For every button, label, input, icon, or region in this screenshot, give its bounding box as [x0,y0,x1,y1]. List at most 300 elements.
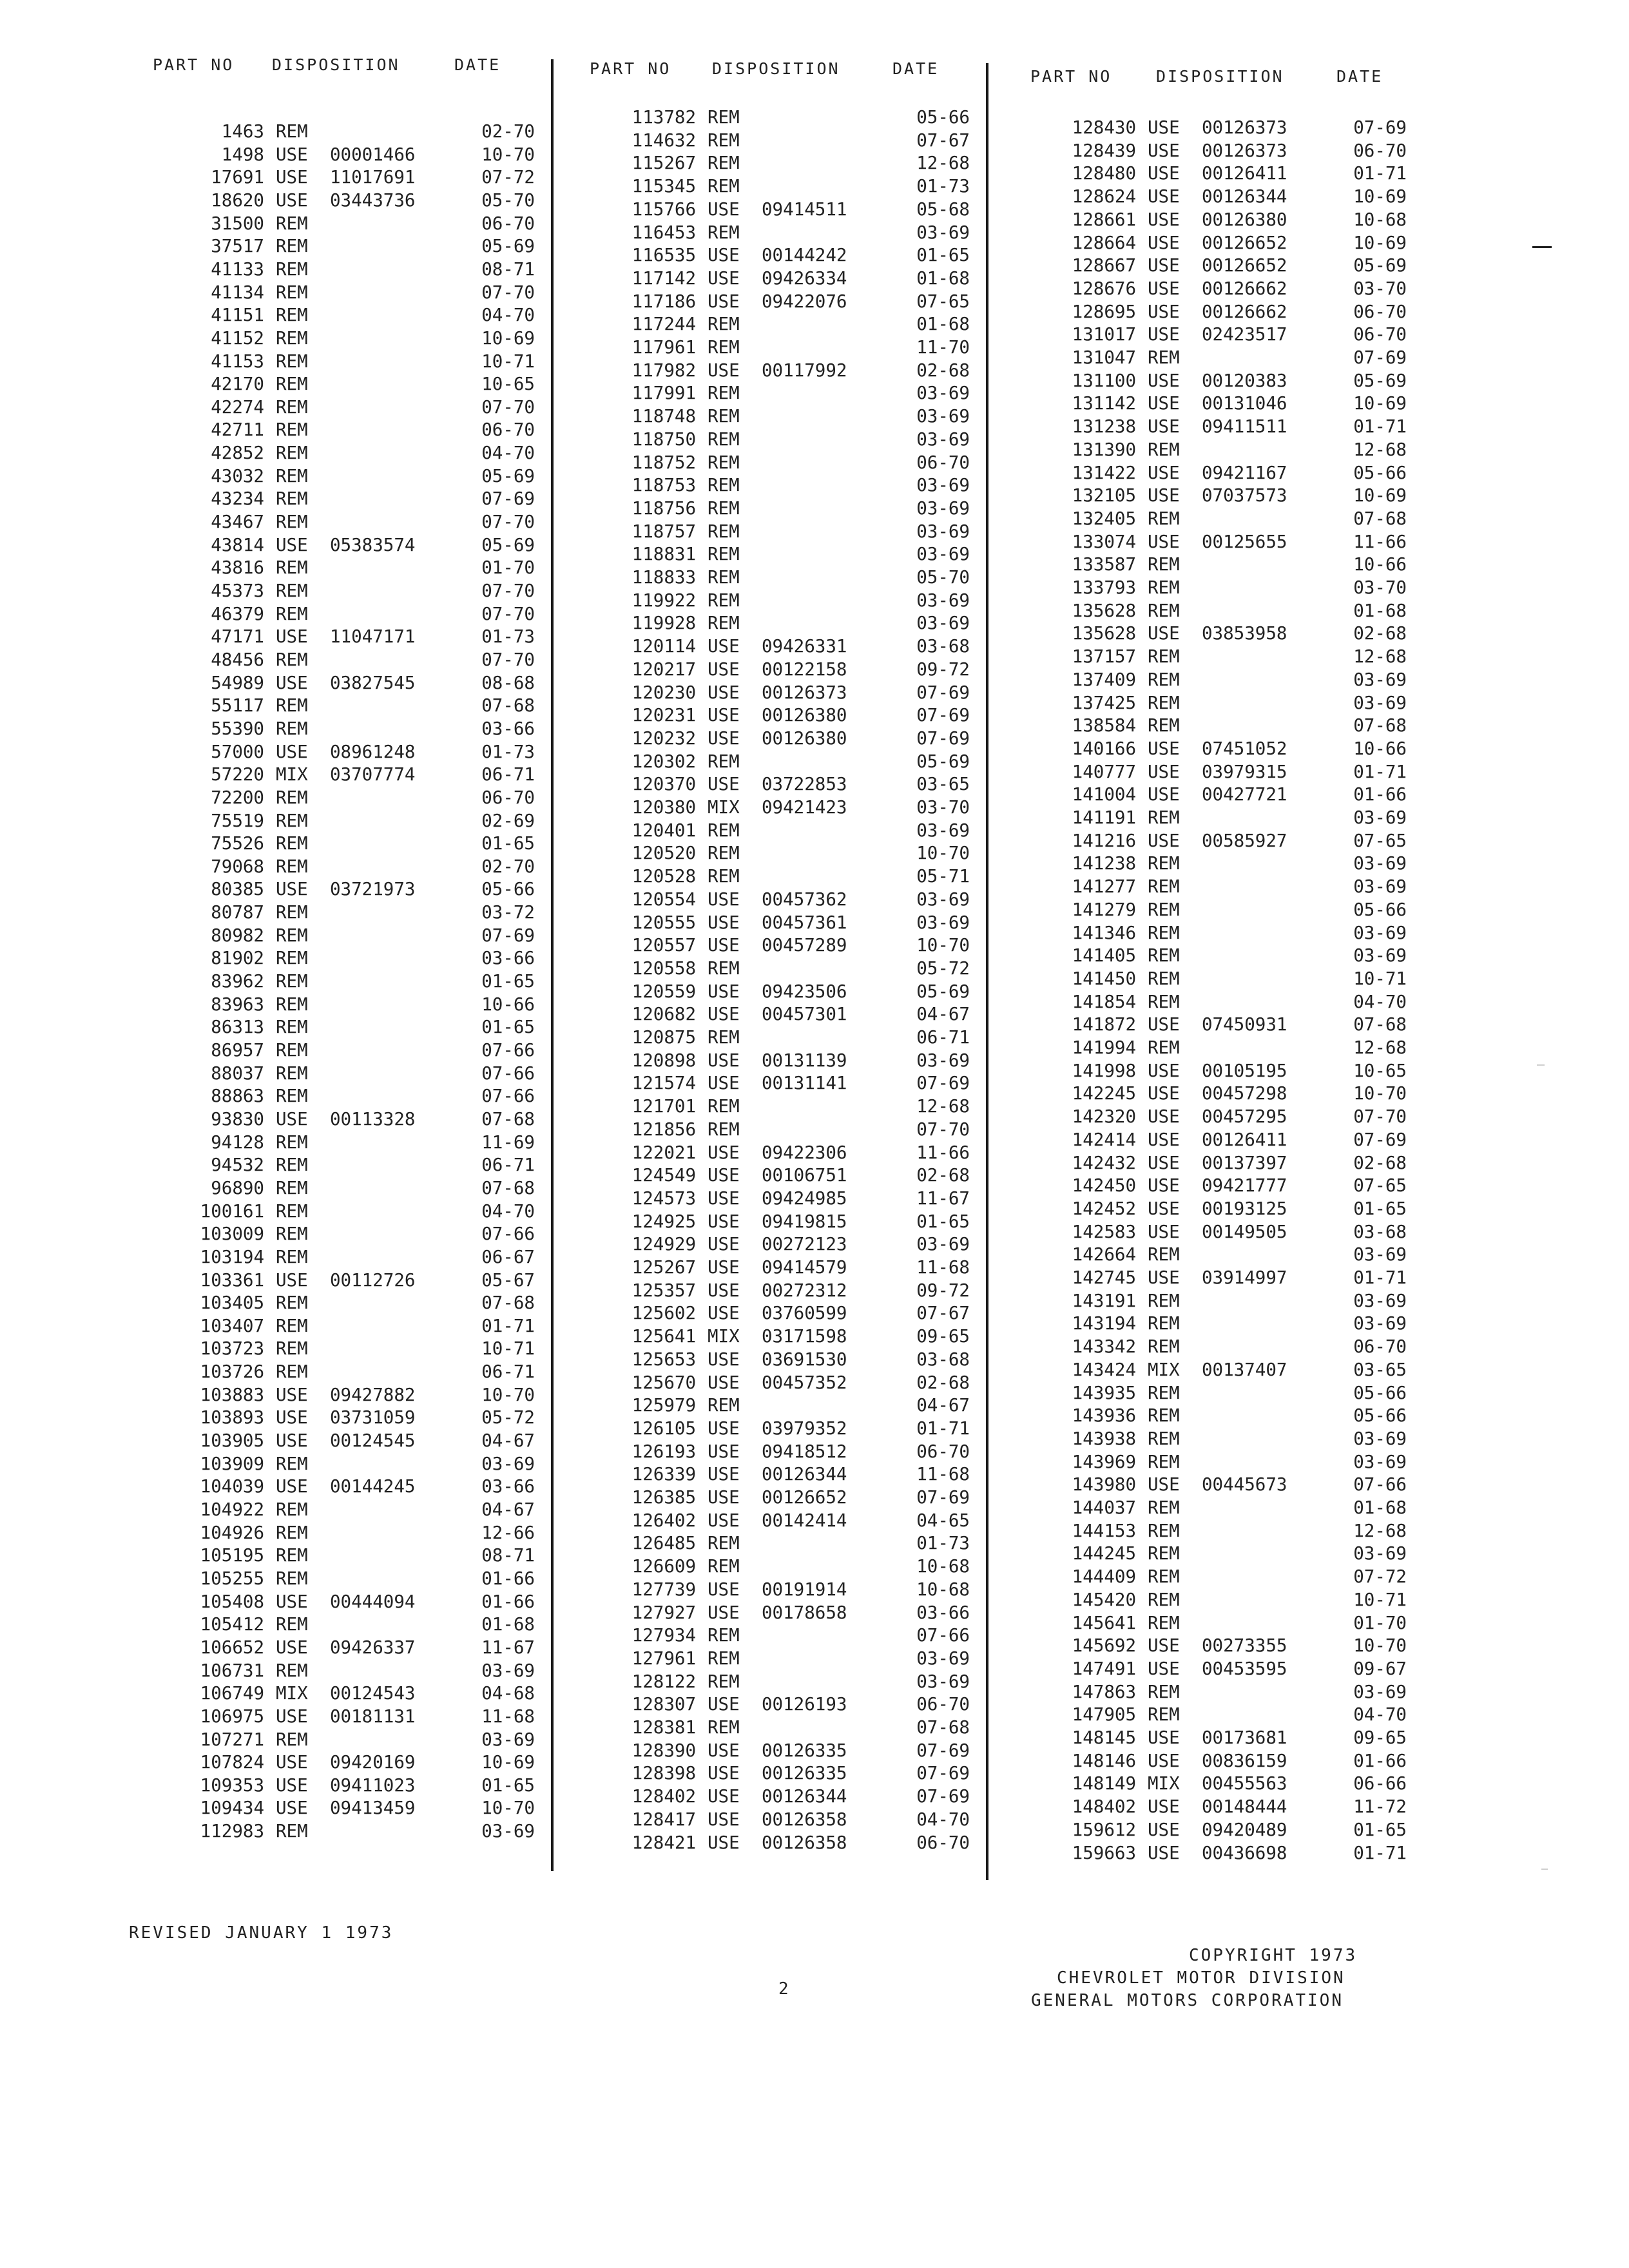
part-number: 80787 [211,902,264,923]
part-number: 131047 [1072,347,1136,368]
disposition-code: REM [708,1096,740,1117]
disposition-code: REM [276,1315,308,1336]
replacement-part [330,418,445,441]
page-number: 2 [778,1979,791,1999]
disposition-date: 03-69 [916,222,970,243]
disposition-date: 05-68 [916,198,970,220]
list-item [583,1187,970,1210]
replacement-part: 09423506 [762,981,847,1002]
disposition-code: REM [708,843,740,864]
disposition-date: 03-69 [481,1821,535,1842]
disposition-date: 06-70 [481,787,535,808]
disposition-date: 03-68 [1353,1221,1407,1242]
disposition-date: 06-67 [481,1246,535,1267]
replacement-part [330,1498,445,1521]
replacement-part [330,1452,445,1475]
disposition-date: 07-70 [481,649,535,670]
disposition-code: USE [1148,531,1180,552]
list-item [583,1670,970,1693]
disposition-code: REM [1148,1497,1180,1518]
part-number: 120302 [631,751,696,772]
list-item [1021,1266,1407,1289]
disposition-date: 07-66 [481,1224,535,1245]
list-item [583,244,970,267]
disposition-code: USE [276,626,308,648]
disposition-code: REM [708,1671,740,1692]
replacement-part: 00126335 [762,1763,847,1784]
disposition-code: REM [276,488,308,510]
part-number: 17691 [211,167,264,188]
disposition-date: 01-66 [481,1568,535,1589]
disposition-code: USE [1148,1175,1180,1196]
list-item [1021,1082,1407,1105]
part-number: 128664 [1072,232,1136,253]
disposition-date: 03-69 [1353,853,1407,874]
list-item [583,474,970,497]
replacement-part: 00124545 [330,1430,416,1452]
part-number: 94128 [211,1131,264,1153]
part-number: 118831 [631,544,696,565]
disposition-date: 06-71 [916,1027,970,1048]
replacement-part [330,809,445,832]
disposition-code: USE [708,912,740,933]
disposition-code: USE [1148,1658,1180,1679]
disposition-date: 05-66 [1353,1382,1407,1403]
disposition-date: 03-66 [481,718,535,739]
disposition-date: 02-68 [916,360,970,381]
part-number: 159663 [1072,1842,1136,1863]
part-number: 159612 [1072,1819,1136,1840]
part-number: 120217 [631,658,696,680]
part-number: 121574 [631,1073,696,1094]
disposition-code: REM [708,153,740,174]
disposition-date: 07-66 [1353,1474,1407,1495]
list-item [583,428,970,451]
disposition-date: 07-68 [481,1177,535,1198]
part-number: 141277 [1072,876,1136,898]
list-item [1021,1381,1407,1405]
replacement-part: 00125655 [1202,531,1287,552]
replacement-part [1202,668,1316,691]
list-item [583,957,970,980]
disposition-date: 01-65 [1353,1198,1407,1219]
replacement-part [1202,1289,1316,1312]
part-number: 120875 [631,1027,696,1048]
list-item [145,327,535,350]
part-number: 141004 [1072,784,1136,805]
disposition-date: 06-70 [916,1441,970,1462]
part-number: 125979 [631,1395,696,1416]
replacement-part [762,151,876,175]
list-item [1021,806,1407,829]
list-item [145,786,535,809]
list-item [583,750,970,773]
replacement-part: 00173681 [1202,1727,1287,1748]
disposition-date: 03-69 [916,1648,970,1669]
disposition-date: 04-65 [916,1510,970,1531]
disposition-date: 10-69 [1353,393,1407,414]
part-number: 128695 [1072,301,1136,322]
disposition-code: USE [708,1786,740,1807]
copyright-line: COPYRIGHT 1973 [1189,1946,1358,1965]
replacement-part [330,1177,445,1200]
disposition-code: REM [276,1017,308,1038]
part-number: 127961 [631,1648,696,1669]
disposition-code: REM [1148,945,1180,966]
replacement-part: 00436698 [1202,1842,1287,1863]
list-item [583,381,970,405]
part-number: 141216 [1072,830,1136,851]
part-number: 142245 [1072,1083,1136,1104]
part-number: 143936 [1072,1405,1136,1427]
list-item [145,1108,535,1131]
disposition-code: USE [708,1073,740,1094]
part-number: 131422 [1072,462,1136,483]
list-item [1021,1542,1407,1565]
disposition-code: REM [708,337,740,358]
disposition-code: USE [708,1464,740,1485]
disposition-date: 07-70 [481,396,535,418]
replacement-part: 00131139 [762,1050,847,1071]
disposition-code: USE [276,741,308,762]
list-item [1021,1680,1407,1704]
disposition-date: 02-68 [916,1165,970,1186]
disposition-code: REM [276,649,308,670]
part-number: 125641 [631,1326,696,1347]
replacement-part [330,303,445,327]
replacement-part [330,1084,445,1108]
disposition-code: REM [708,567,740,588]
replacement-part [762,841,876,865]
disposition-code: USE [276,672,308,693]
disposition-date: 07-68 [1353,715,1407,736]
disposition-date: 10-70 [481,1384,535,1405]
disposition-date: 01-65 [916,1211,970,1232]
disposition-code: REM [1148,807,1180,828]
disposition-code: REM [708,383,740,404]
part-number: 128624 [1072,186,1136,207]
disposition-code: REM [276,948,308,969]
disposition-code: REM [708,1533,740,1554]
disposition-date: 03-69 [1353,945,1407,966]
list-item [145,579,535,602]
disposition-date: 03-69 [1353,922,1407,943]
disposition-date: 10-68 [1353,209,1407,230]
disposition-code: USE [708,198,740,220]
part-number: 106749 [200,1683,264,1704]
part-number: 43234 [211,488,264,510]
division-line: CHEVROLET MOTOR DIVISION [1057,1968,1345,1988]
disposition-code: USE [1148,1842,1180,1863]
part-number: 57220 [211,764,264,785]
disposition-code: USE [708,727,740,749]
column-header [1030,67,1434,93]
disposition-date: 04-67 [481,1499,535,1520]
disposition-date: 02-68 [1353,623,1407,644]
disposition-code: USE [1148,393,1180,414]
part-number: 86313 [211,1017,264,1038]
list-item [145,1337,535,1360]
part-number: 141191 [1072,807,1136,828]
disposition-code: REM [1148,1612,1180,1633]
disposition-date: 01-65 [481,833,535,854]
part-number: 135628 [1072,600,1136,621]
replacement-part: 09426331 [762,636,847,657]
disposition-code: USE [708,981,740,1002]
replacement-part: 00272312 [762,1280,847,1301]
list-item [583,1532,970,1555]
replacement-part [330,1245,445,1269]
list-item [145,1774,535,1797]
disposition-code: USE [708,1763,740,1784]
disposition-code: REM [1148,899,1180,920]
disposition-date: 07-69 [916,1073,970,1094]
disposition-date: 11-69 [481,1131,535,1153]
disposition-date: 07-69 [1353,117,1407,138]
part-number: 132105 [1072,485,1136,506]
part-number: 143980 [1072,1474,1136,1495]
replacement-part: 09421167 [1202,462,1287,483]
disposition-date: 07-69 [1353,1129,1407,1150]
disposition-date: 10-69 [1353,232,1407,253]
replacement-part: 00455563 [1202,1773,1287,1794]
part-number: 144037 [1072,1497,1136,1518]
disposition-code: REM [708,107,740,128]
disposition-code: REM [1148,715,1180,736]
part-number: 42170 [211,374,264,395]
list-item [583,1118,970,1141]
replacement-part: 09421777 [1202,1175,1287,1196]
replacement-part: 03691530 [762,1349,847,1370]
disposition-code: USE [1148,1750,1180,1771]
replacement-part: 00137407 [1202,1359,1287,1380]
part-number: 141872 [1072,1014,1136,1035]
replacement-part: 00126358 [762,1832,847,1853]
part-number: 137409 [1072,669,1136,690]
disposition-code: REM [1148,853,1180,874]
replacement-part [330,970,445,993]
replacement-part [1202,1565,1316,1588]
part-number: 116535 [631,245,696,266]
part-number: 121856 [631,1119,696,1140]
disposition-date: 01-65 [1353,1819,1407,1840]
replacement-part: 03731059 [330,1407,416,1428]
replacement-part: 00124543 [330,1683,416,1704]
replacement-part [330,1728,445,1751]
list-item [583,1417,970,1440]
disposition-code: REM [276,1200,308,1222]
list-item [145,166,535,189]
part-number: 118752 [631,452,696,473]
replacement-part [762,381,876,405]
replacement-part [330,1360,445,1383]
replacement-part: 00427721 [1202,784,1287,805]
part-number: 131390 [1072,439,1136,460]
disposition-code: USE [1148,1796,1180,1818]
header-disposition: DISPOSITION [1156,67,1284,86]
list-item [145,1291,535,1314]
list-item [1021,1220,1407,1244]
disposition-code: USE [1148,255,1180,276]
disposition-code: REM [276,512,308,533]
list-item [145,441,535,465]
disposition-date: 03-69 [1353,876,1407,898]
disposition-date: 02-70 [481,856,535,877]
part-number: 120559 [631,981,696,1002]
replacement-part [1202,553,1316,576]
list-item [145,1360,535,1383]
list-item [145,1567,535,1590]
part-number: 148149 [1072,1773,1136,1794]
disposition-code: REM [708,1395,740,1416]
part-number: 103361 [200,1269,264,1291]
part-number: 124573 [631,1187,696,1209]
list-item [583,1233,970,1256]
list-item [145,1177,535,1200]
part-number: 80982 [211,925,264,946]
list-item [1021,1611,1407,1635]
part-number: 142583 [1072,1221,1136,1242]
part-number: 147905 [1072,1704,1136,1725]
disposition-date: 11-67 [481,1637,535,1658]
part-number: 120114 [631,636,696,657]
replacement-part: 02423517 [1202,324,1287,345]
replacement-part: 00444094 [330,1591,416,1612]
disposition-date: 03-69 [916,590,970,611]
list-item [583,1325,970,1348]
disposition-date: 11-66 [916,1142,970,1163]
disposition-date: 07-66 [481,1086,535,1107]
part-number: 128307 [631,1694,696,1715]
disposition-date: 10-70 [916,935,970,956]
part-number: 46379 [211,603,264,624]
disposition-date: 11-68 [481,1706,535,1727]
disposition-code: MIX [1148,1773,1180,1794]
replacement-part [330,832,445,855]
part-number: 103407 [200,1315,264,1336]
disposition-date: 05-69 [481,236,535,257]
part-number: 137157 [1072,646,1136,668]
replacement-part [762,543,876,566]
disposition-code: REM [276,374,308,395]
disposition-date: 06-70 [1353,140,1407,161]
replacement-part [330,1039,445,1062]
disposition-date: 07-69 [916,727,970,749]
list-item [1021,944,1407,967]
replacement-part: 00191914 [762,1579,847,1600]
disposition-code: REM [1148,577,1180,598]
part-number: 120380 [631,797,696,818]
replacement-part: 00457301 [762,1004,847,1025]
disposition-date: 05-67 [481,1269,535,1291]
list-item [1021,1197,1407,1220]
disposition-date: 01-71 [1353,416,1407,437]
disposition-code: USE [1148,623,1180,644]
disposition-code: REM [1148,554,1180,575]
disposition-date: 02-70 [481,121,535,142]
disposition-date: 07-69 [916,1763,970,1784]
replacement-part: 09420489 [1202,1819,1287,1840]
part-number: 141854 [1072,991,1136,1012]
replacement-part: 00126380 [762,705,847,726]
replacement-part: 09422076 [762,291,847,312]
list-item [145,671,535,695]
replacement-part: 05383574 [330,534,416,555]
disposition-code: USE [708,1187,740,1209]
disposition-code: USE [708,1832,740,1853]
list-item [145,1222,535,1245]
list-item [1021,1105,1407,1128]
replacement-part [1202,346,1316,369]
list-item [1021,1036,1407,1059]
list-item [1021,1657,1407,1680]
part-number: 141238 [1072,853,1136,874]
list-item [1021,507,1407,530]
list-item [1021,1404,1407,1427]
disposition-code: REM [276,1177,308,1198]
disposition-date: 01-66 [481,1591,535,1612]
disposition-date: 03-69 [916,428,970,450]
replacement-part [1202,1542,1316,1565]
disposition-date: 10-70 [1353,1083,1407,1104]
part-number: 48456 [211,649,264,670]
replacement-part [330,327,445,350]
replacement-part [330,556,445,579]
replacement-part: 03760599 [762,1303,847,1324]
margin-mark [1537,1064,1545,1066]
list-item [1021,1174,1407,1197]
list-item [145,694,535,717]
disposition-code: USE [1148,1129,1180,1150]
list-item [1021,1450,1407,1474]
disposition-date: 06-70 [481,213,535,234]
part-number: 120520 [631,843,696,864]
disposition-code: REM [708,1119,740,1140]
disposition-date: 12-68 [1353,439,1407,460]
part-number: 142450 [1072,1175,1136,1196]
disposition-code: REM [708,176,740,197]
replacement-part [330,1131,445,1154]
disposition-date: 09-65 [1353,1727,1407,1748]
disposition-date: 12-68 [916,1096,970,1117]
list-item [145,901,535,924]
disposition-code: REM [276,1545,308,1566]
disposition-date: 01-73 [916,1533,970,1554]
disposition-date: 10-65 [1353,1060,1407,1081]
disposition-code: REM [708,1717,740,1738]
replacement-part [762,1026,876,1049]
part-number: 94532 [211,1155,264,1176]
part-number: 141346 [1072,922,1136,943]
replacement-part: 00126380 [762,727,847,749]
disposition-code: REM [276,1614,308,1635]
part-number: 143342 [1072,1336,1136,1358]
disposition-code: REM [276,1155,308,1176]
list-item [145,1636,535,1659]
replacement-part [330,855,445,878]
list-item [583,1440,970,1463]
disposition-code: REM [708,957,740,979]
part-number: 75526 [211,833,264,854]
list-item [145,1659,535,1682]
replacement-part [1202,1496,1316,1519]
replacement-part [330,1337,445,1360]
part-number: 125670 [631,1372,696,1393]
list-item [1021,346,1407,369]
part-number: 120558 [631,957,696,979]
part-number: 148402 [1072,1796,1136,1818]
part-number: 96890 [211,1177,264,1198]
